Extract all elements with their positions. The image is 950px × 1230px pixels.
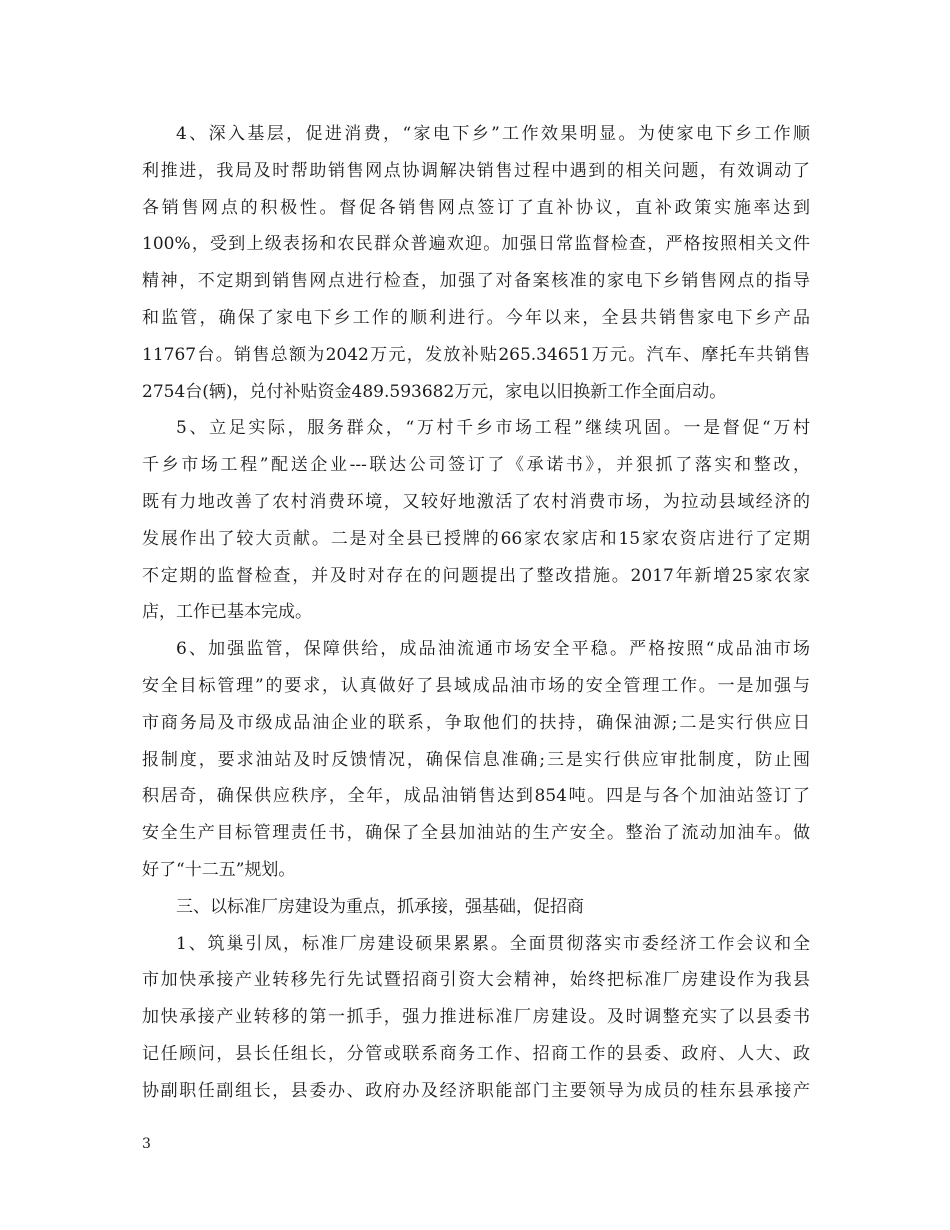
text-line: 不定期的监督检查，并及时对存在的问题提出了整改措施。2017年新增25家农家 <box>142 565 810 586</box>
text-line: 100%，受到上级表扬和农民群众普遍欢迎。加强日常监督检查，严格按照相关文件 <box>142 234 810 255</box>
text-line: 积居奇，确保供应秩序，全年，成品油销售达到854吨。四是与各个加油站签订了 <box>142 786 810 807</box>
text-line: 11767台。销售总额为2042万元，发放补贴265.34651万元。汽车、摩托车共销售 <box>142 344 810 365</box>
section-heading: 三、以标准厂房建设为重点，抓承接，强基础，促招商 <box>176 896 584 917</box>
text-line: 1、筑巢引凤，标准厂房建设硕果累累。全面贯彻落实市委经济工作会议和全 <box>176 933 810 954</box>
text-line: 4、深入基层，促进消费，“家电下乡”工作效果明显。为使家电下乡工作顺 <box>176 124 810 144</box>
text-line: 2754台(辆)，兑付补贴资金489.593682万元，家电以旧换新工作全面启动。 <box>142 381 727 402</box>
text-line: 各销售网点的积极性。督促各销售网点签订了直补协议，直补政策实施率达到 <box>142 197 810 218</box>
text-line: 店，工作已基本完成。 <box>142 602 312 623</box>
text-line: 协副职任副组长，县委办、政府办及经济职能部门主要领导为成员的桂东县承接产 <box>142 1080 810 1101</box>
text-line: 市商务局及市级成品油企业的联系，争取他们的扶持，确保油源;二是实行供应日 <box>142 712 810 733</box>
text-line: 利推进，我局及时帮助销售网点协调解决销售过程中遇到的相关问题，有效调动了 <box>142 160 810 181</box>
document-body <box>142 116 810 1110</box>
text-line: 5、立足实际，服务群众，“万村千乡市场工程”继续巩固。一是督促“万村 <box>176 418 810 439</box>
page-number: 3 <box>142 1136 151 1152</box>
text-line: 和监管，确保了家电下乡工作的顺利进行。今年以来，全县共销售家电下乡产品 <box>142 307 810 328</box>
text-line: 报制度，要求油站及时反馈情况，确保信息准确;三是实行供应审批制度，防止囤 <box>142 749 810 770</box>
text-line: 安全生产目标管理责任书，确保了全县加油站的生产安全。整治了流动加油车。做 <box>142 823 810 844</box>
text-line: 好了“十二五”规划。 <box>142 859 296 880</box>
text-line: 安全目标管理”的要求，认真做好了县域成品油市场的安全管理工作。一是加强与 <box>142 675 810 696</box>
text-line: 既有力地改善了农村消费环境，又较好地激活了农村消费市场，为拉动县域经济的 <box>142 491 810 512</box>
text-line: 6、加强监管，保障供给，成品油流通市场安全平稳。严格按照“成品油市场 <box>176 639 810 660</box>
text-line: 精神，不定期到销售网点进行检查，加强了对备案核准的家电下乡销售网点的指导 <box>142 271 810 292</box>
text-line: 千乡市场工程”配送企业---联达公司签订了《承诺书》，并狠抓了落实和整改， <box>142 455 810 476</box>
text-line: 加快承接产业转移的第一抓手，强力推进标准厂房建设。及时调整充实了以县委书 <box>142 1007 810 1028</box>
text-line: 记任顾问，县长任组长，分管或联系商务工作、招商工作的县委、政府、人大、政 <box>142 1043 810 1064</box>
text-line: 发展作出了较大贡献。二是对全县已授牌的66家农家店和15家农资店进行了定期 <box>142 528 810 549</box>
text-line: 市加快承接产业转移先行先试暨招商引资大会精神，始终把标准厂房建设作为我县 <box>142 970 810 991</box>
